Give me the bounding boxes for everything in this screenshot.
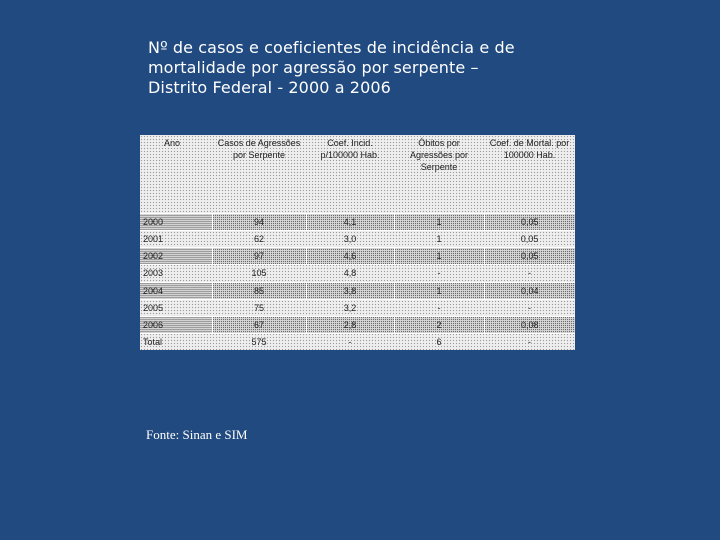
table-row bbox=[140, 316, 575, 333]
cell-coef-mortal: 0,08 bbox=[484, 316, 575, 333]
table-row bbox=[140, 214, 575, 231]
table-header-row bbox=[140, 135, 575, 214]
cell-coef-incid: 4,6 bbox=[306, 248, 394, 265]
cell-ano: 2005 bbox=[143, 302, 164, 313]
cell-ano: 2006 bbox=[140, 316, 212, 333]
table-row bbox=[140, 265, 575, 282]
cell-obitos: 6 bbox=[436, 336, 442, 347]
cell-coef-mortal: - bbox=[528, 336, 531, 347]
cell-coef-incid: 2,8 bbox=[306, 316, 394, 333]
cell-obitos: 1 bbox=[394, 248, 484, 265]
header-casos: Casos de Agressões por Serpente bbox=[217, 138, 301, 160]
cell-coef-mortal: 0,05 bbox=[484, 248, 575, 265]
cell-coef-incid: 3,0 bbox=[343, 234, 357, 245]
cell-ano: 2003 bbox=[143, 268, 164, 279]
cell-coef-incid: - bbox=[348, 336, 352, 347]
slide-title bbox=[148, 38, 598, 98]
cell-casos: 85 bbox=[212, 282, 306, 299]
cell-obitos: 1 bbox=[394, 282, 484, 299]
title-line-1: Nº de casos e coeficientes de incidência e de bbox=[148, 38, 515, 57]
cell-obitos: 2 bbox=[394, 316, 484, 333]
header-coef-incid: Coef. Incid. p/100000 Hab. bbox=[320, 138, 380, 160]
cell-coef-mortal: 0,05 bbox=[520, 234, 539, 245]
cell-ano: 2002 bbox=[140, 248, 212, 265]
table-row-total bbox=[140, 333, 575, 350]
cell-casos: 94 bbox=[212, 214, 306, 231]
cell-coef-mortal: - bbox=[528, 268, 531, 279]
table-row bbox=[140, 299, 575, 316]
header-coef-mortal: Coef. de Mortal. por 100000 Hab. bbox=[489, 138, 570, 160]
cell-obitos: 1 bbox=[394, 214, 484, 231]
cell-casos: 97 bbox=[212, 248, 306, 265]
cell-casos: 105 bbox=[251, 268, 267, 279]
data-table bbox=[140, 135, 575, 350]
cell-obitos: 1 bbox=[436, 234, 442, 245]
cell-coef-incid: 4,1 bbox=[306, 214, 394, 231]
cell-coef-incid: 3,8 bbox=[306, 282, 394, 299]
cell-ano: 2001 bbox=[143, 234, 164, 245]
cell-coef-mortal: 0,05 bbox=[484, 214, 575, 231]
table-row bbox=[140, 248, 575, 265]
cell-ano: 2004 bbox=[140, 282, 212, 299]
title-line-2: mortalidade por agressão por serpente – bbox=[148, 58, 479, 77]
cell-coef-incid: 4,8 bbox=[343, 268, 357, 279]
table-row bbox=[140, 282, 575, 299]
data-table-container bbox=[140, 135, 575, 350]
cell-ano: Total bbox=[143, 336, 163, 347]
header-ano: Ano bbox=[164, 138, 181, 148]
cell-casos: 67 bbox=[212, 316, 306, 333]
cell-casos: 75 bbox=[253, 302, 264, 313]
cell-ano: 2000 bbox=[140, 214, 212, 231]
cell-obitos: - bbox=[437, 302, 441, 313]
cell-casos: 62 bbox=[253, 234, 264, 245]
table-row bbox=[140, 231, 575, 248]
header-obitos: Óbitos por Agressões por Serpente bbox=[409, 138, 469, 172]
cell-coef-mortal: - bbox=[528, 302, 531, 313]
cell-casos: 575 bbox=[251, 336, 267, 347]
cell-obitos: - bbox=[437, 268, 441, 279]
source-caption: Fonte: Sinan e SIM bbox=[146, 427, 248, 442]
cell-coef-incid: 3,2 bbox=[343, 302, 357, 313]
title-line-3: Distrito Federal - 2000 a 2006 bbox=[148, 78, 391, 97]
cell-coef-mortal: 0,04 bbox=[484, 282, 575, 299]
